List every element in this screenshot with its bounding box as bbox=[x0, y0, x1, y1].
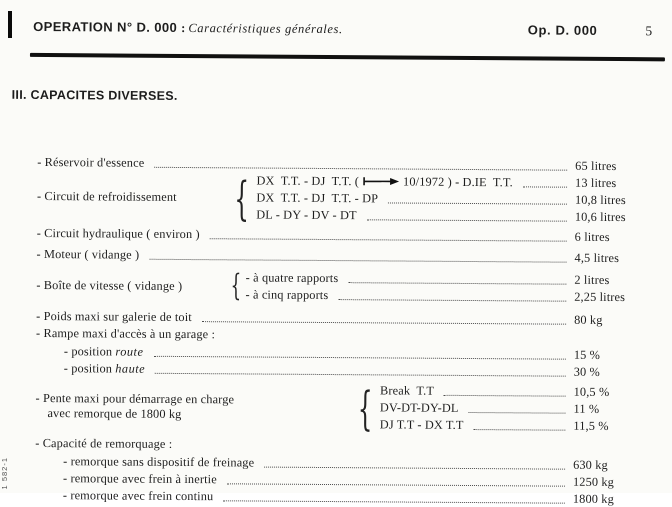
dotted-leader bbox=[474, 428, 566, 431]
dotted-leader bbox=[388, 201, 567, 204]
spec-value: 630 kg bbox=[573, 457, 608, 472]
spec-label: - remorque avec frein à inertie bbox=[62, 471, 217, 487]
spec-label: DX T.T. - DJ T.T. - DP bbox=[256, 190, 379, 206]
spec-label: - remorque sans dispositif de freinage bbox=[63, 454, 255, 470]
spec-group-pente bbox=[35, 381, 659, 434]
header-reference bbox=[528, 22, 662, 39]
spec-row-galerie bbox=[36, 309, 660, 328]
spec-label: - Moteur ( vidange ) bbox=[36, 246, 140, 262]
dotted-leader bbox=[523, 185, 567, 187]
spec-label bbox=[256, 174, 513, 191]
dotted-leader bbox=[469, 411, 566, 414]
header-rule bbox=[30, 53, 665, 61]
spec-row-remorquage bbox=[35, 436, 659, 455]
dotted-leader bbox=[210, 237, 567, 241]
spec-value: 10,6 litres bbox=[574, 209, 626, 225]
spec-group-boite bbox=[36, 269, 660, 305]
spec-label: - Capacité de remorquage : bbox=[35, 435, 173, 451]
spec-row-rampe bbox=[36, 326, 660, 345]
spec-row-moteur bbox=[37, 247, 661, 266]
dotted-leader bbox=[338, 298, 566, 302]
group-items bbox=[380, 383, 660, 434]
spec-value: 11,5 % bbox=[573, 418, 609, 433]
spec-value: 30 % bbox=[573, 364, 601, 379]
dotted-leader bbox=[153, 355, 565, 360]
spec-label: Break T.T bbox=[380, 383, 435, 398]
dotted-leader bbox=[444, 394, 566, 397]
operation-number: OPERATION N° D. 000 bbox=[33, 18, 178, 35]
spec-row-position-route bbox=[36, 344, 660, 363]
label-segment: - position bbox=[63, 361, 116, 376]
spec-label: - Circuit de refroidissement bbox=[36, 188, 177, 204]
spec-row bbox=[256, 174, 661, 192]
from-date-arrow-icon bbox=[362, 176, 400, 186]
left-brace-icon: { bbox=[357, 380, 373, 435]
spec-value: 13 litres bbox=[575, 175, 617, 191]
spec-row-position-haute bbox=[36, 361, 660, 380]
spec-row bbox=[380, 400, 660, 417]
left-brace-icon: { bbox=[230, 268, 242, 304]
label-italic-segment: haute bbox=[115, 361, 146, 376]
spec-label: - Rampe maxi d'accès à un garage : bbox=[35, 325, 216, 342]
spec-value: 2,25 litres bbox=[574, 289, 626, 305]
spec-label: DV-DT-DY-DL bbox=[379, 400, 459, 415]
group-items bbox=[245, 270, 660, 305]
spec-value: 1250 kg bbox=[572, 474, 615, 490]
dotted-leader bbox=[348, 281, 566, 285]
spec-value: 11 % bbox=[573, 401, 600, 416]
spec-row-hydraulique bbox=[37, 226, 661, 245]
spec-row bbox=[246, 270, 661, 288]
spec-label bbox=[64, 344, 144, 360]
spec-value: 4,5 litres bbox=[574, 250, 620, 266]
spec-row bbox=[380, 383, 660, 400]
dotted-leader bbox=[367, 218, 567, 221]
label-segment: - position bbox=[63, 344, 116, 359]
label-segment: 10/1972 ) - D.IE T.T. bbox=[403, 174, 513, 190]
spec-label: - Poids maxi sur galerie de toit bbox=[36, 308, 192, 325]
spec-value: 6 litres bbox=[574, 229, 610, 244]
spec-row bbox=[245, 287, 660, 305]
spec-value: 80 kg bbox=[574, 312, 603, 327]
spec-value: 10,8 litres bbox=[574, 192, 626, 208]
spec-label: - remorque avec frein continu bbox=[62, 488, 214, 504]
label-line-2: avec remorque de 1800 kg bbox=[47, 405, 182, 421]
spec-group-refroidissement bbox=[37, 172, 661, 225]
spec-value: 10,5 % bbox=[573, 384, 610, 399]
spec-value: 15 % bbox=[573, 347, 601, 362]
spec-label: - Réservoir d'essence bbox=[37, 154, 145, 170]
spec-label: - Boîte de vitesse ( vidange ) bbox=[36, 277, 183, 293]
spec-label: DJ T.T - DX T.T bbox=[379, 417, 464, 432]
spec-label: - à quatre rapports bbox=[245, 270, 339, 286]
dotted-leader bbox=[202, 320, 566, 325]
section-title: III. CAPACITES DIVERSES. bbox=[11, 87, 178, 103]
print-reference-code: 1 582-1 bbox=[0, 456, 9, 489]
spec-label bbox=[35, 390, 350, 422]
label-segment: DX T.T. - DJ T.T. ( bbox=[256, 173, 360, 189]
page-number: 5 bbox=[645, 23, 653, 39]
spec-row bbox=[256, 208, 661, 226]
spec-value: 2 litres bbox=[574, 272, 610, 287]
op-reference: Op. D. 000 bbox=[527, 22, 598, 38]
dotted-leader bbox=[154, 166, 567, 171]
label-italic-segment: route bbox=[115, 344, 144, 359]
dotted-leader bbox=[223, 499, 565, 503]
spec-row-remorque-frein-inertie bbox=[35, 471, 659, 490]
group-items bbox=[256, 174, 661, 226]
spec-row-reservoir bbox=[37, 155, 661, 174]
page-header bbox=[33, 19, 662, 39]
spec-label: DL - DY - DV - DT bbox=[256, 207, 357, 223]
spec-row bbox=[256, 191, 661, 209]
heading-separator: : bbox=[181, 20, 186, 36]
spec-value: 65 litres bbox=[575, 158, 617, 174]
capacities-list bbox=[35, 155, 661, 507]
spec-row bbox=[380, 417, 660, 434]
spec-label: - Circuit hydraulique ( environ ) bbox=[36, 225, 200, 242]
spec-label bbox=[64, 361, 145, 377]
dotted-leader bbox=[264, 466, 565, 470]
operation-heading bbox=[33, 19, 343, 37]
dotted-leader bbox=[149, 258, 566, 263]
dotted-leader bbox=[227, 482, 565, 486]
spec-value: 1800 kg bbox=[572, 491, 614, 507]
operation-title: Caractéristiques générales. bbox=[188, 21, 343, 37]
label-line-1: - Pente maxi pour démarrage en charge bbox=[35, 390, 235, 406]
spec-row-remorque-frein-continu bbox=[35, 488, 659, 507]
left-brace-icon: { bbox=[234, 170, 250, 225]
spec-label: - à cinq rapports bbox=[245, 287, 329, 303]
spec-row-remorque-sans-frein bbox=[35, 454, 659, 473]
dotted-leader bbox=[155, 372, 566, 377]
